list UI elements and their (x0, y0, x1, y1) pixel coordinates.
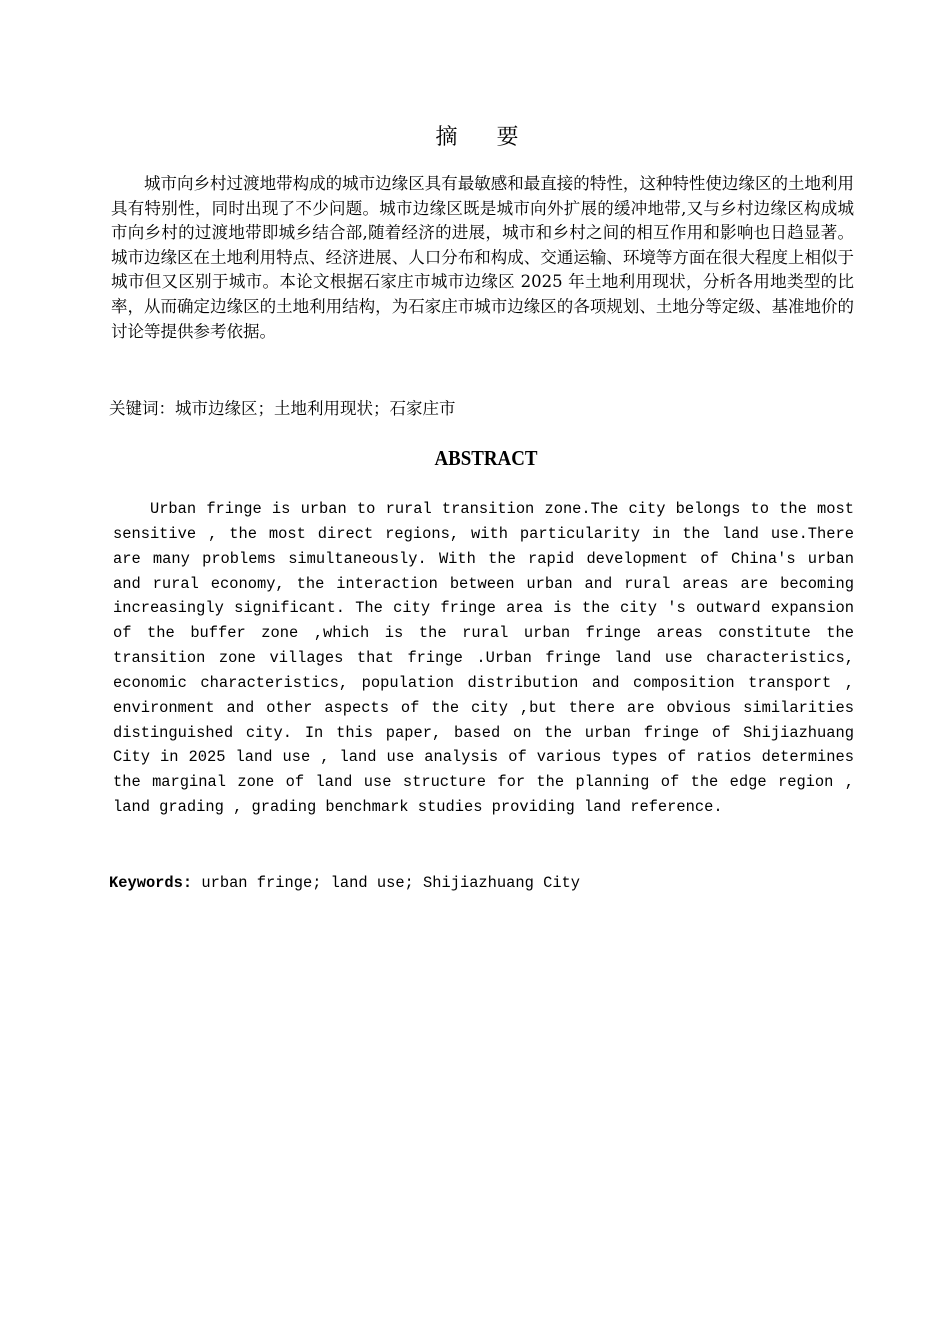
chinese-abstract-title: 摘 要 (435, 125, 535, 150)
chinese-keywords: 关键词：城市边缘区；土地利用现状；石家庄市 (109, 399, 456, 418)
chinese-abstract-body: 城市向乡村过渡地带构成的城市边缘区具有最敏感和最直接的特性，这种特性使边缘区的土地利用具有特别性，同时出现了不少问题。城市边缘区既是城市向外扩展的缓冲地带,又与乡村边缘区构成城市向乡村的过渡地带即城乡结合部,随着经济的进展，城市和乡村之间的相互作用和影响也日趋显著。城市边缘区在土地利用特点、经济进展、人口分布和构成、交通运输、环境等方面在很大程度上相似于城市但又区别于城市。本论文根据石家庄市城市边缘区 2025 年土地利用现状，分析各用地类型的比率，从而确定边缘区的土地利用结构，为石家庄市城市边缘区的各项规划、土地分等定级、基准地价的讨论等提供参考依据。 (111, 174, 854, 341)
english-abstract-body: Urban fringe is urban to rural transition zone.The city belongs to the most sensitive , the most direct regions, with particularity in the land use.There are many problems simultaneously. With the rapid development of China's urban and rural economy, the interaction between urban and rural areas are becoming increasingly significant. The city fringe area is the city 's outward expansion of the buffer zone ,which is the rural urban fringe areas constitute the transition zone villages that fringe .Urban fringe land use characteristics, economic characteristics, population distribution and composition transport , environment and other aspects of the city ,but there are obvious similarities distinguished city. In this paper, based on the urban fringe of Shijiazhuang City in 2025 land use , land use analysis of various types of ratios determines the marginal zone of land use structure for the planning of the edge region , land grading , grading benchmark studies providing land reference. (113, 500, 854, 817)
english-keywords-label: Keywords: (109, 874, 193, 892)
english-abstract-title: ABSTRACT (434, 446, 538, 470)
english-keywords (109, 871, 854, 895)
english-keywords-text: urban fringe; land use; Shijiazhuang City (192, 874, 581, 892)
